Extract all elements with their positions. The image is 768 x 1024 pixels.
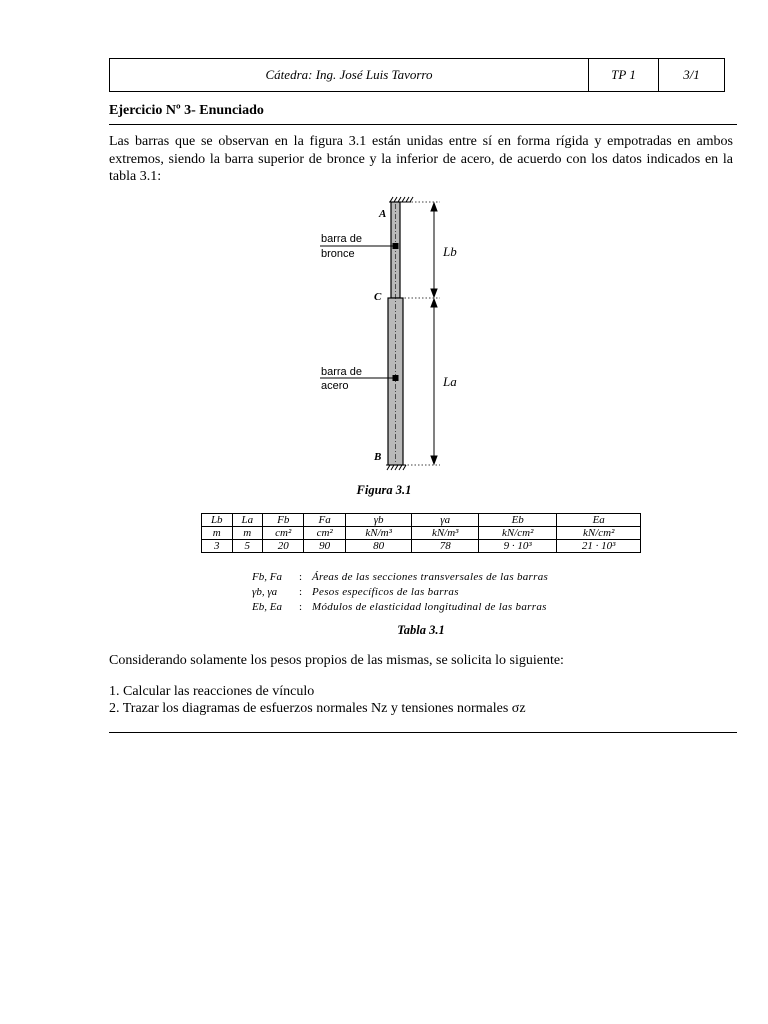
label-bronce-line1: barra de xyxy=(321,233,362,245)
dimension-lb xyxy=(431,203,437,297)
steel-marker xyxy=(393,375,399,381)
label-acero-line1: barra de xyxy=(321,366,362,378)
legend-colon: : xyxy=(299,585,303,598)
table-unit: kN/m³ xyxy=(345,527,412,540)
data-table xyxy=(201,513,641,553)
bronze-marker xyxy=(393,243,399,249)
dim-la-label: La xyxy=(443,374,457,389)
table-header: Fa xyxy=(304,514,345,527)
task-list xyxy=(109,683,526,717)
legend-colon: : xyxy=(299,570,303,583)
table-unit: m xyxy=(202,527,233,540)
legend-symbol: Fb, Fa xyxy=(252,570,282,583)
table-header: Eb xyxy=(479,514,557,527)
table-unit: m xyxy=(232,527,263,540)
table-row-values xyxy=(202,540,641,553)
top-support xyxy=(389,197,413,202)
table-value: 20 xyxy=(263,540,304,553)
table-row-units xyxy=(202,527,641,540)
table-unit: kN/cm² xyxy=(479,527,557,540)
considering-text: Considerando solamente los pesos propios de las mismas, se solicita lo siguiente: xyxy=(109,653,564,668)
table-header: Fb xyxy=(263,514,304,527)
point-b: B xyxy=(374,451,382,463)
exercise-title: Ejercicio Nº 3- Enunciado xyxy=(109,103,264,118)
table-header: Lb xyxy=(202,514,233,527)
table-header: γa xyxy=(412,514,479,527)
figure-caption: Figura 3.1 xyxy=(356,483,412,497)
legend-item xyxy=(252,569,548,584)
bottom-rule xyxy=(109,732,737,733)
dimension-la xyxy=(431,299,437,464)
label-acero-line2: acero xyxy=(321,380,349,392)
legend-item xyxy=(252,599,548,614)
legend-description: Áreas de las secciones transversales de las barras xyxy=(312,570,549,583)
table-unit: kN/m³ xyxy=(412,527,479,540)
table-value: 21 · 10³ xyxy=(557,540,641,553)
table-unit: cm² xyxy=(263,527,304,540)
legend-item xyxy=(252,584,548,599)
point-a: A xyxy=(379,208,387,220)
point-c: C xyxy=(374,291,382,303)
legend-description: Módulos de elasticidad longitudinal de las barras xyxy=(312,600,547,613)
legend-colon: : xyxy=(299,600,303,613)
title-rule xyxy=(109,124,737,125)
task-item: 1. Calcular las reacciones de vínculo xyxy=(109,684,315,699)
bar-figure xyxy=(300,190,480,480)
table-row-headers xyxy=(202,514,641,527)
table-unit: cm² xyxy=(304,527,345,540)
bottom-support xyxy=(386,465,406,470)
table-caption: Tabla 3.1 xyxy=(397,623,445,637)
problem-statement: Las barras que se observan en la figura 3.1 están unidas entre sí en forma rígida y empotradas en ambos extremos, siendo la barra superior de bronce y la inferior de acero, de acuerdo con los datos indicados en la tabla 3.1: xyxy=(109,134,733,184)
table-header: γb xyxy=(345,514,412,527)
legend-description: Pesos específicos de las barras xyxy=(312,585,459,598)
table-header: Ea xyxy=(557,514,641,527)
table-value: 78 xyxy=(412,540,479,553)
table-value: 5 xyxy=(232,540,263,553)
legend-symbol: Eb, Ea xyxy=(252,600,282,613)
header-box xyxy=(109,58,725,92)
dim-lb-label: Lb xyxy=(443,244,457,259)
header-page-number: 3/1 xyxy=(683,67,700,82)
task-item: 2. Trazar los diagramas de esfuerzos normales Nz y tensiones normales σz xyxy=(109,701,526,716)
header-tp: TP 1 xyxy=(589,59,659,91)
legend-symbol: γb, γa xyxy=(252,585,278,598)
table-value: 9 · 10³ xyxy=(479,540,557,553)
table-header: La xyxy=(232,514,263,527)
table-unit: kN/cm² xyxy=(557,527,641,540)
header-catedra: Cátedra: Ing. José Luis Tavorro xyxy=(110,59,589,91)
table-legend xyxy=(252,569,548,614)
table-value: 3 xyxy=(202,540,233,553)
table-value: 80 xyxy=(345,540,412,553)
table-value: 90 xyxy=(304,540,345,553)
label-bronce-line2: bronce xyxy=(321,248,355,260)
